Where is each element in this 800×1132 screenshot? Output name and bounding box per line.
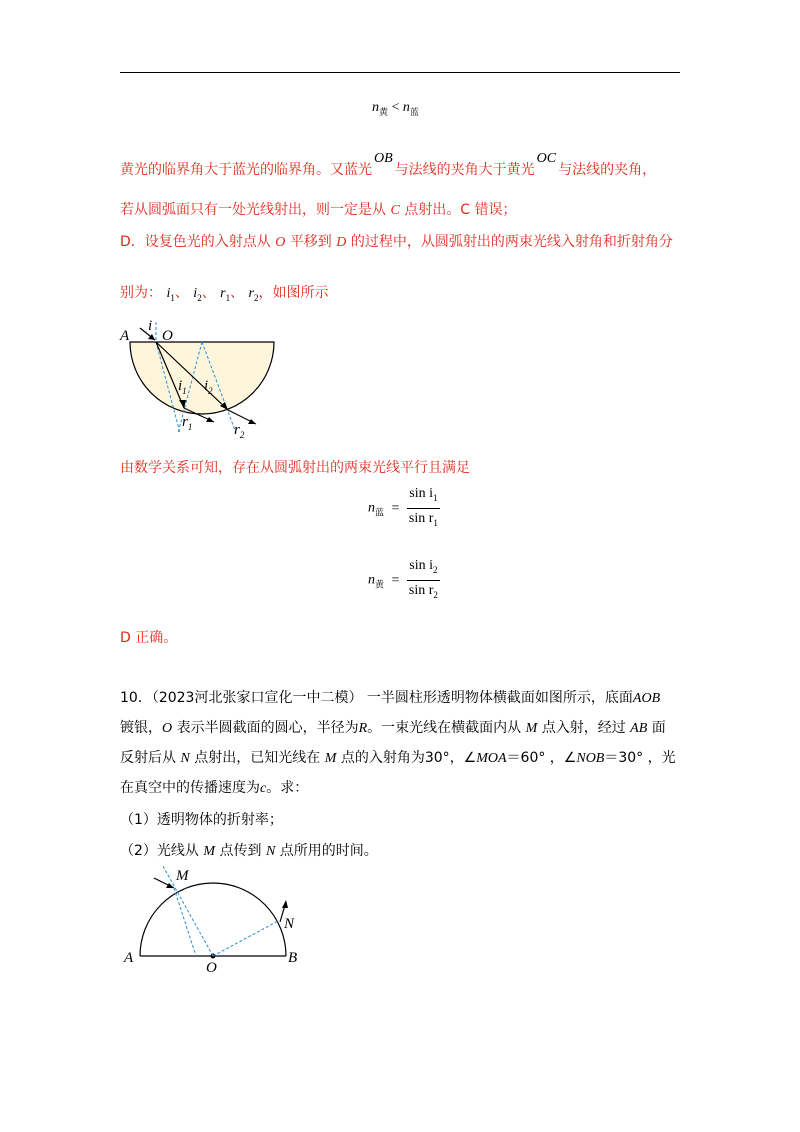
label-m: M (176, 868, 189, 884)
semicircle-figure (118, 866, 318, 976)
answer-line-6: D 正确。 (120, 630, 178, 646)
label-i2: $i_2$ (204, 378, 213, 396)
answer-line-1: 黄光的临界角大于蓝光的临界角。又蓝光OB与法线的夹角大于黄光OC与法线的夹角， (120, 151, 657, 178)
label-r2: $r_2$ (234, 422, 245, 440)
label-b: B (288, 950, 298, 966)
label-a2: A (124, 950, 134, 966)
question-line-1: 10．（2023河北张家口宣化一中二模） 一半圆柱形透明物体横截面如图所示，底面AOB (120, 690, 661, 706)
label-i1: $i_1$ (178, 378, 187, 396)
answer-line-3: D．设复色光的入射点从 O 平移到 D 的过程中，从圆弧射出的两束光线入射角和折射角分 (120, 234, 673, 250)
answer-line-4: 别为： $i_1$、 $i_2$、 $r_1$、 $r_2$，如图所示 (120, 285, 329, 303)
answer-line-5: 由数学关系可知，存在从圆弧射出的两束光线平行且满足 (120, 460, 470, 476)
question-part-1: （1）透明物体的折射率； (120, 812, 283, 828)
equation-1: $n_蓝$ = $\frac{\sin i_1}{\sin r_1}$ (368, 486, 438, 528)
question-part-2: （2）光线从 M 点传到 N 点所用的时间。 (120, 843, 378, 859)
label-a: A (120, 328, 130, 344)
refraction-diagram (118, 318, 288, 448)
label-o2: O (206, 960, 217, 976)
question-line-2: 镀银，O 表示半圆截面的圆心，半径为R。一束光线在横截面内从 M 点入射，经过 AB 面 (120, 720, 666, 736)
header-rule (120, 72, 680, 73)
question-line-3: 反射后从 N 点射出，已知光线在 M 点的入射角为30°，∠MOA＝60° ，∠NOB＝30° ，光 (120, 750, 676, 766)
inequality: $n_黄 < n_蓝$ (372, 100, 419, 117)
label-r1: $r_1$ (182, 414, 193, 432)
answer-line-2: 若从圆弧面只有一处光线射出，则一定是从 C 点射出。C 错误； (120, 202, 517, 218)
label-n: N (284, 916, 295, 932)
label-o: O (162, 328, 173, 344)
question-line-4: 在真空中的传播速度为c。求： (120, 780, 309, 796)
equation-2: $n_黄$ = $\frac{\sin i_2}{\sin r_2}$ (368, 558, 438, 600)
refraction-figure (118, 318, 288, 448)
label-i: i (148, 318, 153, 334)
